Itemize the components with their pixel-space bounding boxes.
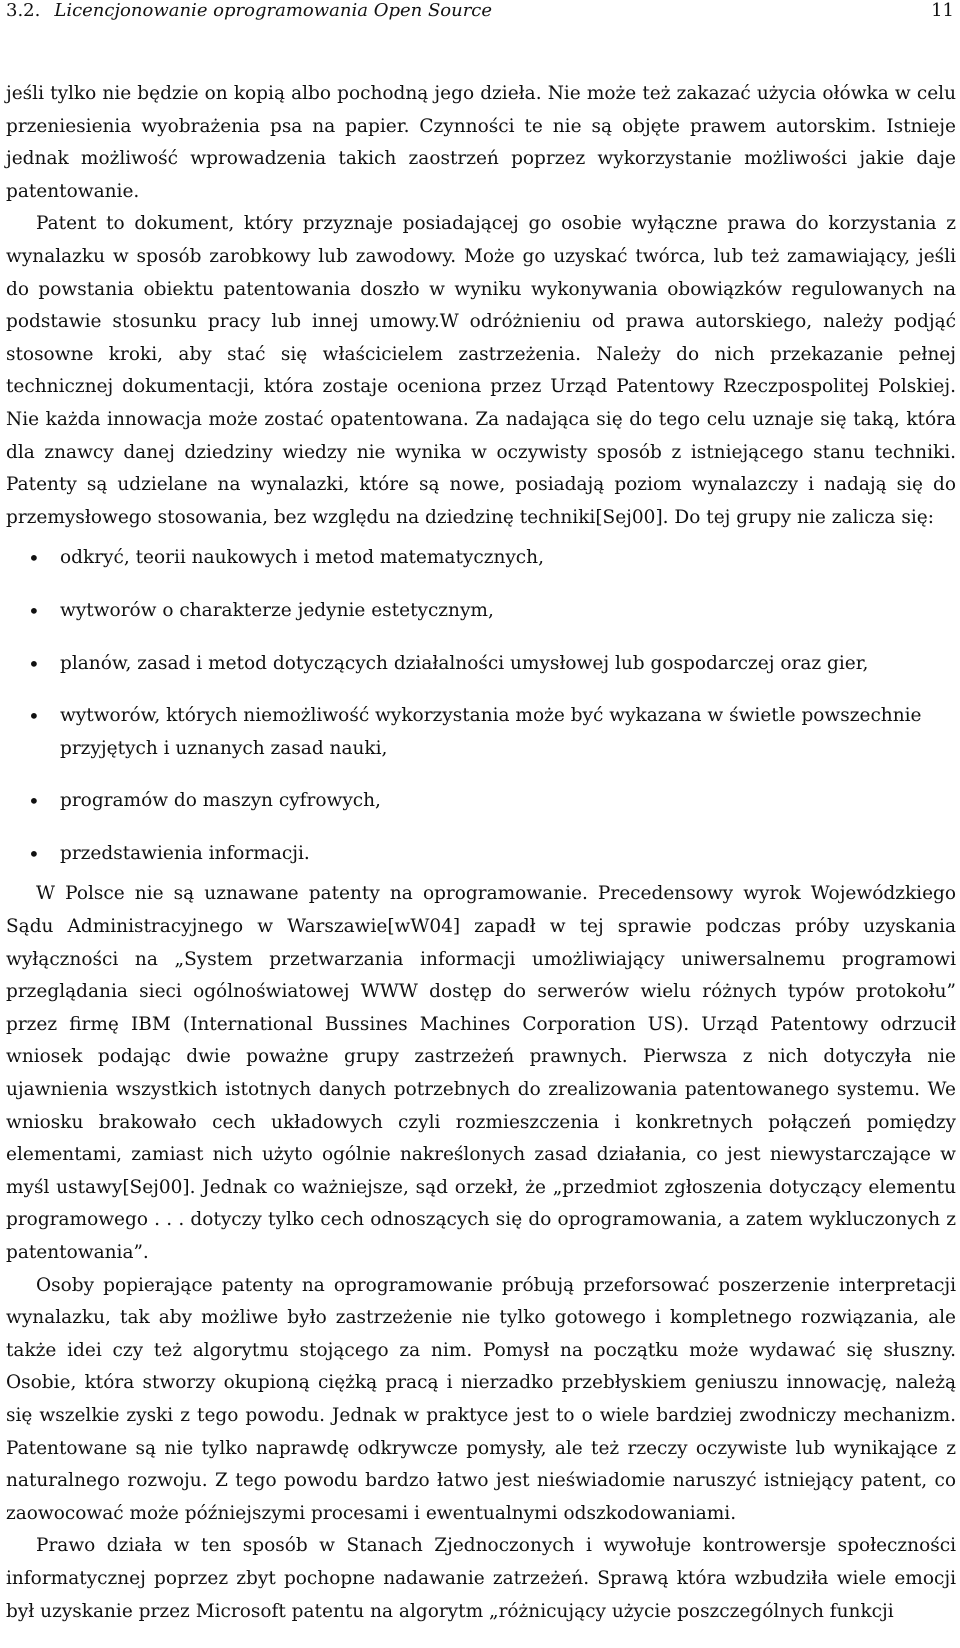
- page-number: 11: [931, 0, 954, 21]
- running-header: [6, 0, 954, 24]
- paragraph: jeśli tylko nie będzie on kopią albo pochodną jego dzieła. Nie może też zakazać użycia ołówka w celu przeniesienia wyobrażenia psa na papier. Czynności te nie są objęte prawem autorskim. Istnieje jednak możliwość wprowadzenia takich zaostrzeń poprzez wykorzystanie możliwości jakie daje patentowanie.: [6, 83, 956, 202]
- list-item: • wytworów, których niemożliwość wykorzystania może być wykazana w świetle powszechnie przyjętych i uznanych zasad nauki,: [6, 700, 956, 765]
- list-item: • wytworów o charakterze jedynie estetycznym,: [6, 595, 956, 628]
- paragraph: Prawo działa w ten sposób w Stanach Zjednoczonych i wywołuje kontrowersje społeczności informatycznej poprzez zbyt pochopne nadawanie zatrzeżeń. Sprawą która wzbudziła wiele emocji był uzyskanie przez Microsoft patentu na algorytm „różnicujący użycie poszczególnych funkcji: [6, 1535, 956, 1622]
- list-item: • przedstawienia informacji.: [6, 838, 956, 871]
- list-item: • programów do maszyn cyfrowych,: [6, 785, 956, 818]
- list-item: • odkryć, teorii naukowych i metod matematycznych,: [6, 542, 956, 575]
- section-heading: [6, 0, 492, 22]
- paragraph: Osoby popierające patenty na oprogramowanie próbują przeforsować poszerzenie interpretacji wynalazku, tak aby możliwe było zastrzeżenie nie tylko gotowego i kompletnego rozwiązania, ale także idei czy też algorytmu stojącego za nim. Pomysł na początku może wydawać się słuszny. Osobie, która stworzy okupioną ciężką pracą i nierzadko przebłyskiem geniuszu innowację, należą się wszelkie zyski z tego powodu. Jednak w praktyce jest to o wiele bardziej zwodniczy mechanizm. Patentowane są nie tylko naprawdę odkrywcze pomysły, ale też rzeczy oczywiste lub wynikające z naturalnego rozwoju. Z tego powodu bardzo łatwo jest nieświadomie naruszyć istniejący patent, co zaowocować może późniejszymi procesami i ewentualnymi odszkodowaniami.: [6, 1274, 956, 1524]
- paragraph: W Polsce nie są uznawane patenty na oprogramowanie. Precedensowy wyrok Wojewódzkiego Sądu Administracyjnego w Warszawie[wW04] zapadł w tej sprawie podczas próby uzyskania wyłączności na „System przetwarzania informacji umożliwiający uniwersalnemu programowi przeglądania sieci ogólnoświatowej WWW dostęp do serwerów wielu różnych typów protokołu” przez firmę IBM (International Bussines Machines Corporation US). Urząd Patentowy odrzucił wniosek podając dwie poważne grupy zastrzeżeń prawnych. Pierwsza z nich dotyczyła nie ujawnienia wszystkich istotnych danych potrzebnych do zrealizowania patentowanego systemu. We wniosku brakowało cech układowych czyli rozmieszczenia i konkretnych połączeń pomiędzy elementami, zamiast nich użyto ogólnie nakreślonych zasad działania, co jest niewystarczające w myśl ustawy[Sej00]. Jednak co ważniejsze, sąd orzekł, że „przedmiot zgłoszenia dotyczący elementu programowego . . . dotyczy tylko cech odnoszących się do oprogramowania, a zatem wykluczonych z patentowania”.: [6, 883, 956, 1263]
- exclusions-list: [6, 542, 956, 870]
- list-item: • planów, zasad i metod dotyczących działalności umysłowej lub gospodarczej oraz gier,: [6, 648, 956, 681]
- section-number: 3.2.: [6, 0, 41, 21]
- section-title: Licencjonowanie oprogramowania Open Source: [54, 0, 493, 21]
- body-text: [6, 78, 956, 1628]
- paragraph: Patent to dokument, który przyznaje posiadającej go osobie wyłączne prawa do korzystania z wynalazku w sposób zarobkowy lub zawodowy. Może go uzyskać twórca, lub też zamawiający, jeśli do powstania obiektu patentowania doszło w wyniku wykonywania obowiązków regulowanych na podstawie stosunku pracy lub innej umowy.W odróżnieniu od prawa autorskiego, należy podjąć stosowne kroki, aby stać się właścicielem zastrzeżenia. Należy do nich przekazanie pełnej technicznej dokumentacji, która zostaje oceniona przez Urząd Patentowy Rzeczpospolitej Polskiej. Nie każda innowacja może zostać opatentowana. Za nadająca się do tego celu uznaje się taką, która dla znawcy danej dziedziny wiedzy nie wynika w oczywisty sposób z istniejącego stanu techniki. Patenty są udzielane na wynalazki, które są nowe, posiadają poziom wynalazczy i nadają się do przemysłowego stosowania, bez względu na dziedzinę techniki[Sej00]. Do tej grupy nie zalicza się:: [6, 213, 956, 528]
